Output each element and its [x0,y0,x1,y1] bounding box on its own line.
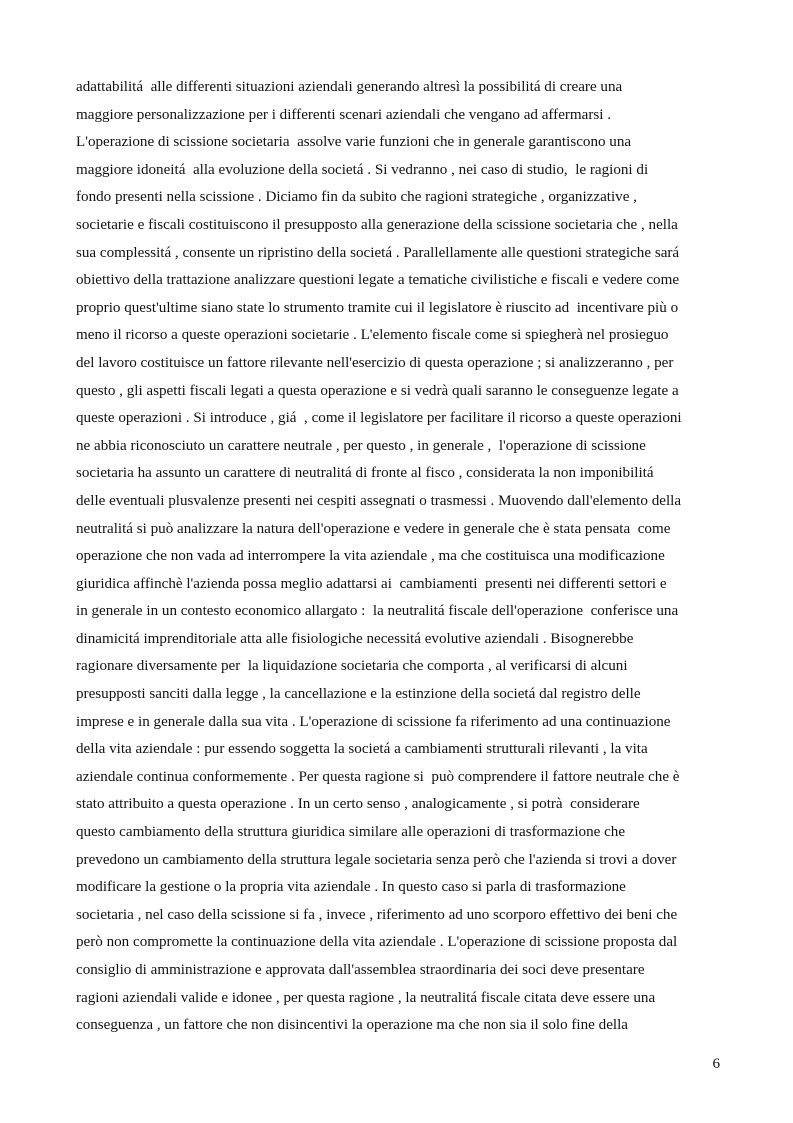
text-line-19: giuridica affinchè l'azienda possa meglio adattarsi ai cambiamenti presenti nei differenti settori e [76,575,667,592]
text-line-9: proprio quest'ultime siano state lo strumento tramite cui il legislatore è riuscito ad incentivare più o [76,299,679,316]
text-line-26: aziendale continua conformemente . Per questa ragione si può comprendere il fattore neutrale che è [76,768,680,785]
text-line-25: della vita aziendale : pur essendo soggetta la societá a cambiamenti strutturali rilevanti , la vita [76,741,648,758]
text-line-7: sua complessitá , consente un ripristino della societá . Parallellamente alle questioni strategiche sará [76,244,680,261]
text-line-6: societarie e fiscali costituiscono il presupposto alla generazione della scissione societaria che , nella [76,216,678,233]
text-line-17: neutralitá si può analizzare la natura dell'operazione e vedere in generale che è stata pensata come [76,520,671,537]
text-line-1: adattabilitá alle differenti situazioni aziendali generando altresì la possibilitá di creare una [76,79,623,95]
text-line-14: ne abbia riconosciuto un carattere neutrale , per questo , in generale , l'operazione di scissione [76,437,646,454]
text-line-12: questo , gli aspetti fiscali legati a questa operazione e si vedrà quali saranno le conseguenze legate a [76,382,679,399]
text-line-2: maggiore personalizzazione per i differenti scenari aziendali che vengano ad affermarsi . [76,106,612,123]
text-line-15: societaria ha assunto un carattere di neutralitá di fronte al fisco , considerata la non imponibilitá [76,465,654,482]
text-line-4: maggiore idoneitá alla evoluzione della societá . Si vedranno , nei caso di studio, le ragioni di [76,161,649,178]
text-line-10: meno il ricorso a queste operazioni societarie . L'elemento fiscale come si spiegherà nel prosieguo [76,327,669,344]
text-line-23: presupposti sanciti dalla legge , la cancellazione e la estinzione della societá dal registro delle [76,686,641,703]
text-line-21: dinamicitá imprenditoriale atta alle fisiologiche necessitá evolutive aziendali . Bisognerebbe [76,630,634,647]
text-line-33: consiglio di amministrazione e approvata dall'assemblea straordinaria dei soci deve presentare [76,962,645,978]
text-line-8: obiettivo della trattazione analizzare questioni legate a tematiche civilistiche e fiscali e vedere come [76,272,680,289]
text-line-31: societaria , nel caso della scissione si fa , invece , riferimento ad uno scorporo effettivo dei beni che [76,906,678,923]
text-line-20: in generale in un contesto economico allargato : la neutralitá fiscale dell'operazione conferisce una [76,603,679,620]
text-line-11: del lavoro costituisce un fattore rilevante nell'esercizio di questa operazione ; si analizzeranno , per [76,354,674,371]
text-line-30: modificare la gestione o la propria vita aziendale . In questo caso si parla di trasformazione [76,879,626,896]
text-line-18: operazione che non vada ad interrompere la vita aziendale , ma che costituisca una modificazione [76,548,665,565]
text-line-29: prevedono un cambiamento della struttura legale societaria senza però che l'azienda si trovi a dover [76,851,677,868]
text-line-24: imprese e in generale dalla sua vita . L'operazione di scissione fa riferimento ad una continuazione [76,713,671,730]
text-line-27: stato attribuito a questa operazione . In un certo senso , analogicamente , si potrà considerare [76,796,640,813]
text-line-34: ragioni aziendali valide e idonee , per questa ragione , la neutralitá fiscale citata deve essere una [76,989,656,1006]
page-number: 6 [712,1056,720,1072]
text-line-28: questo cambiamento della struttura giuridica similare alle operazioni di trasformazione che [76,824,626,841]
body-text [76,74,726,1040]
text-line-3: L'operazione di scissione societaria assolve varie funzioni che in generale garantiscono una [76,134,632,151]
text-line-32: però non compromette la continuazione della vita aziendale . L'operazione di scissione proposta dal [76,934,678,951]
text-line-5: fondo presenti nella scissione . Diciamo fin da subito che ragioni strategiche , organizzative , [76,189,637,206]
text-line-35: conseguenza , un fattore che non disincentivi la operazione ma che non sia il solo fine della [76,1017,628,1034]
text-line-13: queste operazioni . Si introduce , giá , come il legislatore per facilitare il ricorso a queste operazioni [76,410,682,427]
text-line-16: delle eventuali plusvalenze presenti nei cespiti assegnati o trasmessi . Muovendo dall'elemento della [76,492,682,509]
text-line-22: ragionare diversamente per la liquidazione societaria che comporta , al verificarsi di alcuni [76,658,628,675]
